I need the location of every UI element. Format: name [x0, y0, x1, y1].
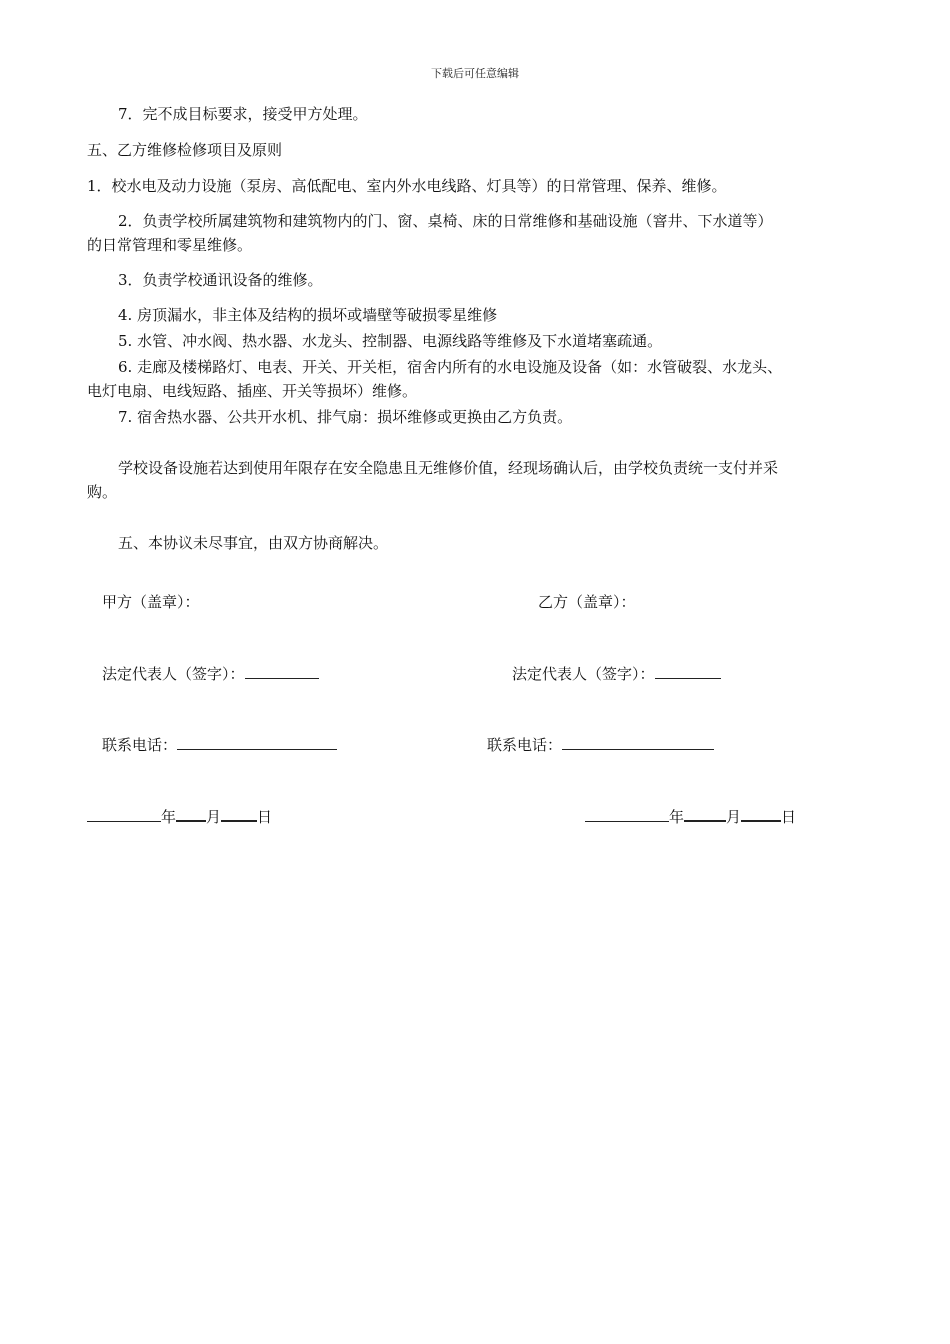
- party-a-year-blank[interactable]: [87, 806, 161, 822]
- clause-6-line-2: 电灯电扇、电线短路、插座、开关等损坏）维修。: [87, 382, 418, 400]
- party-a-phone: [102, 734, 337, 755]
- party-b-day-blank[interactable]: [741, 805, 781, 822]
- clause-4: 4. 房顶漏水，非主体及结构的损坏或墙壁等破损零星维修: [118, 306, 498, 324]
- clause-7: 7. 宿舍热水器、公共开水机、排气扇：损坏维修或更换由乙方负责。: [118, 408, 573, 426]
- clause-5: 5. 水管、冲水阀、热水器、水龙头、控制器、电源线路等维修及下水道堵塞疏通。: [118, 332, 663, 350]
- clause-1: 1．校水电及动力设施（泵房、高低配电、室内外水电线路、灯具等）的日常管理、保养、维修。: [87, 177, 727, 195]
- party-a-seal-label: 甲方（盖章）：: [102, 593, 200, 611]
- party-a-month-label: 月: [206, 808, 222, 826]
- party-a-year-label: 年: [161, 808, 177, 826]
- party-b-rep-signature-blank[interactable]: [655, 663, 721, 679]
- party-b-phone: [487, 734, 714, 755]
- party-b-month-label: 月: [726, 808, 742, 826]
- party-b-rep-label: 法定代表人（签字）：: [512, 665, 655, 683]
- party-b-phone-blank[interactable]: [562, 734, 714, 750]
- party-b-day-label: 日: [781, 808, 797, 826]
- clause-2-line-2: 的日常管理和零星维修。: [87, 236, 253, 254]
- clause-2-line-1: 2．负责学校所属建筑物和建筑物内的门、窗、桌椅、床的日常维修和基础设施（窨井、下水道等）: [118, 212, 773, 230]
- clause-final: 五、本协议未尽事宜，由双方协商解决。: [118, 534, 389, 552]
- clause-8-line-2: 购。: [87, 483, 118, 501]
- party-a-rep-signature-blank[interactable]: [245, 663, 319, 679]
- party-a-day-label: 日: [257, 808, 273, 826]
- clause-8-line-1: 学校设备设施若达到使用年限存在安全隐患且无维修价值，经现场确认后，由学校负责统一支付并采: [118, 459, 779, 477]
- party-b-phone-label: 联系电话：: [487, 736, 563, 754]
- party-b-representative: [512, 663, 721, 684]
- clause-3: 3．负责学校通讯设备的维修。: [118, 271, 323, 289]
- party-a-representative: [102, 663, 319, 684]
- clause-6-line-1: 6. 走廊及楼梯路灯、电表、开关、开关柜，宿舍内所有的水电设施及设备（如：水管破裂、水龙头、: [118, 358, 783, 376]
- party-a-day-blank[interactable]: [221, 805, 257, 822]
- party-a-date: [87, 805, 272, 827]
- page-header: 下载后可任意编辑: [431, 67, 519, 80]
- party-a-phone-blank[interactable]: [177, 734, 337, 750]
- party-a-month-blank[interactable]: [176, 805, 206, 822]
- party-b-year-blank[interactable]: [585, 806, 669, 822]
- party-b-seal-label: 乙方（盖章）：: [538, 593, 636, 611]
- party-a-phone-label: 联系电话：: [102, 736, 178, 754]
- party-b-date: [585, 805, 796, 827]
- party-b-month-blank[interactable]: [684, 805, 726, 822]
- item-7-previous: 7．完不成目标要求，接受甲方处理。: [118, 105, 368, 123]
- party-b-year-label: 年: [669, 808, 685, 826]
- section-5-title: 五、乙方维修检修项目及原则: [87, 141, 283, 159]
- party-a-rep-label: 法定代表人（签字）：: [102, 665, 245, 683]
